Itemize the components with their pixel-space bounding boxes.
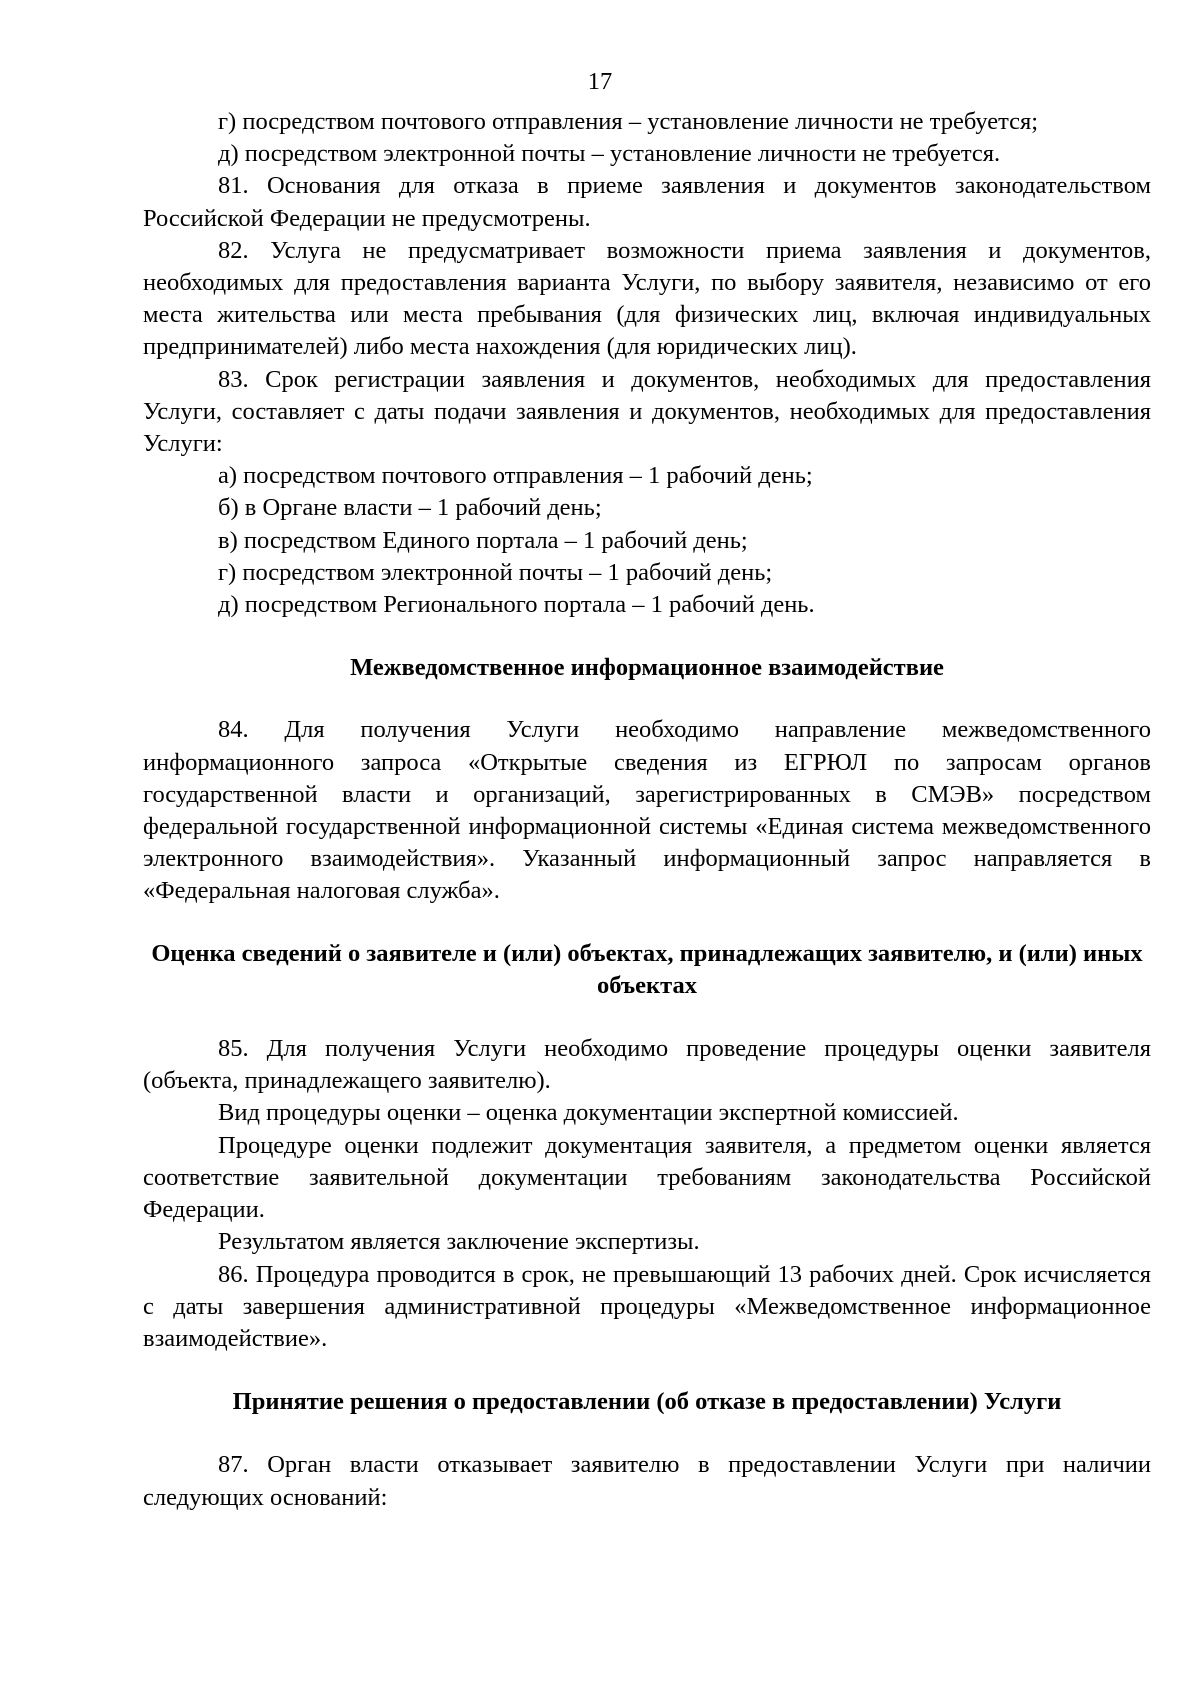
page-content (143, 106, 1151, 1514)
paragraph-84: 84. Для получения Услуги необходимо направление межведомственного информационного запроса «Открытые сведения из ЕГРЮЛ по запросам органов государственной власти и организаций, зарегистрированных в СМЭВ» посредством федеральной государственной информационной системы «Единая система межведомственного электронного взаимодействия». Указанный информационный запрос направляется в «Федеральная налоговая служба». (143, 716, 1151, 905)
list-item-g: г) посредством электронной почты – 1 рабочий день; (218, 558, 773, 586)
paragraph-assessment-subject: Процедуре оценки подлежит документация заявителя, а предметом оценки является соответствие заявительной документации требованиям законодательства Российской Федерации. (143, 1131, 1151, 1224)
section-heading-interagency: Межведомственное информационное взаимодействие (350, 654, 944, 682)
section-heading-applicant-assessment: Оценка сведений о заявителе и (или) объектах, принадлежащих заявителю, и (или) иных объектах (151, 939, 1143, 999)
paragraph-d-email: д) посредством электронной почты – установление личности не требуется. (218, 140, 1001, 168)
paragraph-87: 87. Орган власти отказывает заявителю в предоставлении Услуги при наличии следующих оснований: (143, 1451, 1151, 1511)
paragraph-81: 81. Основания для отказа в приеме заявления и документов законодательством Российской Федерации не предусмотрены. (143, 172, 1151, 232)
paragraph-assessment-type: Вид процедуры оценки – оценка документации экспертной комиссией. (218, 1099, 959, 1127)
paragraph-85: 85. Для получения Услуги необходимо проведение процедуры оценки заявителя (объекта, принадлежащего заявителю). (143, 1035, 1151, 1095)
paragraph-82: 82. Услуга не предусматривает возможности приема заявления и документов, необходимых для предоставления варианта Услуги, по выбору заявителя, независимо от его места жительства или места пребывания (для физических лиц, включая индивидуальных предпринимателей) либо места нахождения (для юридических лиц). (143, 236, 1151, 361)
paragraph-86: 86. Процедура проводится в срок, не превышающий 13 рабочих дней. Срок исчисляется с даты завершения административной процедуры «Межведомственное информационное взаимодействие». (143, 1260, 1151, 1352)
list-item-d: д) посредством Регионального портала – 1 рабочий день. (218, 591, 815, 619)
section-heading-decision: Принятие решения о предоставлении (об отказе в предоставлении) Услуги (232, 1388, 1062, 1416)
paragraph-assessment-result: Результатом является заключение экспертизы. (218, 1228, 700, 1256)
list-item-v: в) посредством Единого портала – 1 рабочий день; (218, 526, 748, 554)
paragraph-83: 83. Срок регистрации заявления и документов, необходимых для предоставления Услуги, составляет с даты подачи заявления и документов, необходимых для предоставления Услуги: (143, 365, 1151, 458)
list-item-b: б) в Органе власти – 1 рабочий день; (218, 494, 602, 522)
paragraph-g-postal: г) посредством почтового отправления – установление личности не требуется; (218, 108, 1039, 135)
page-number: 17 (587, 68, 613, 95)
list-item-a: а) посредством почтового отправления – 1 рабочий день; (218, 462, 813, 490)
